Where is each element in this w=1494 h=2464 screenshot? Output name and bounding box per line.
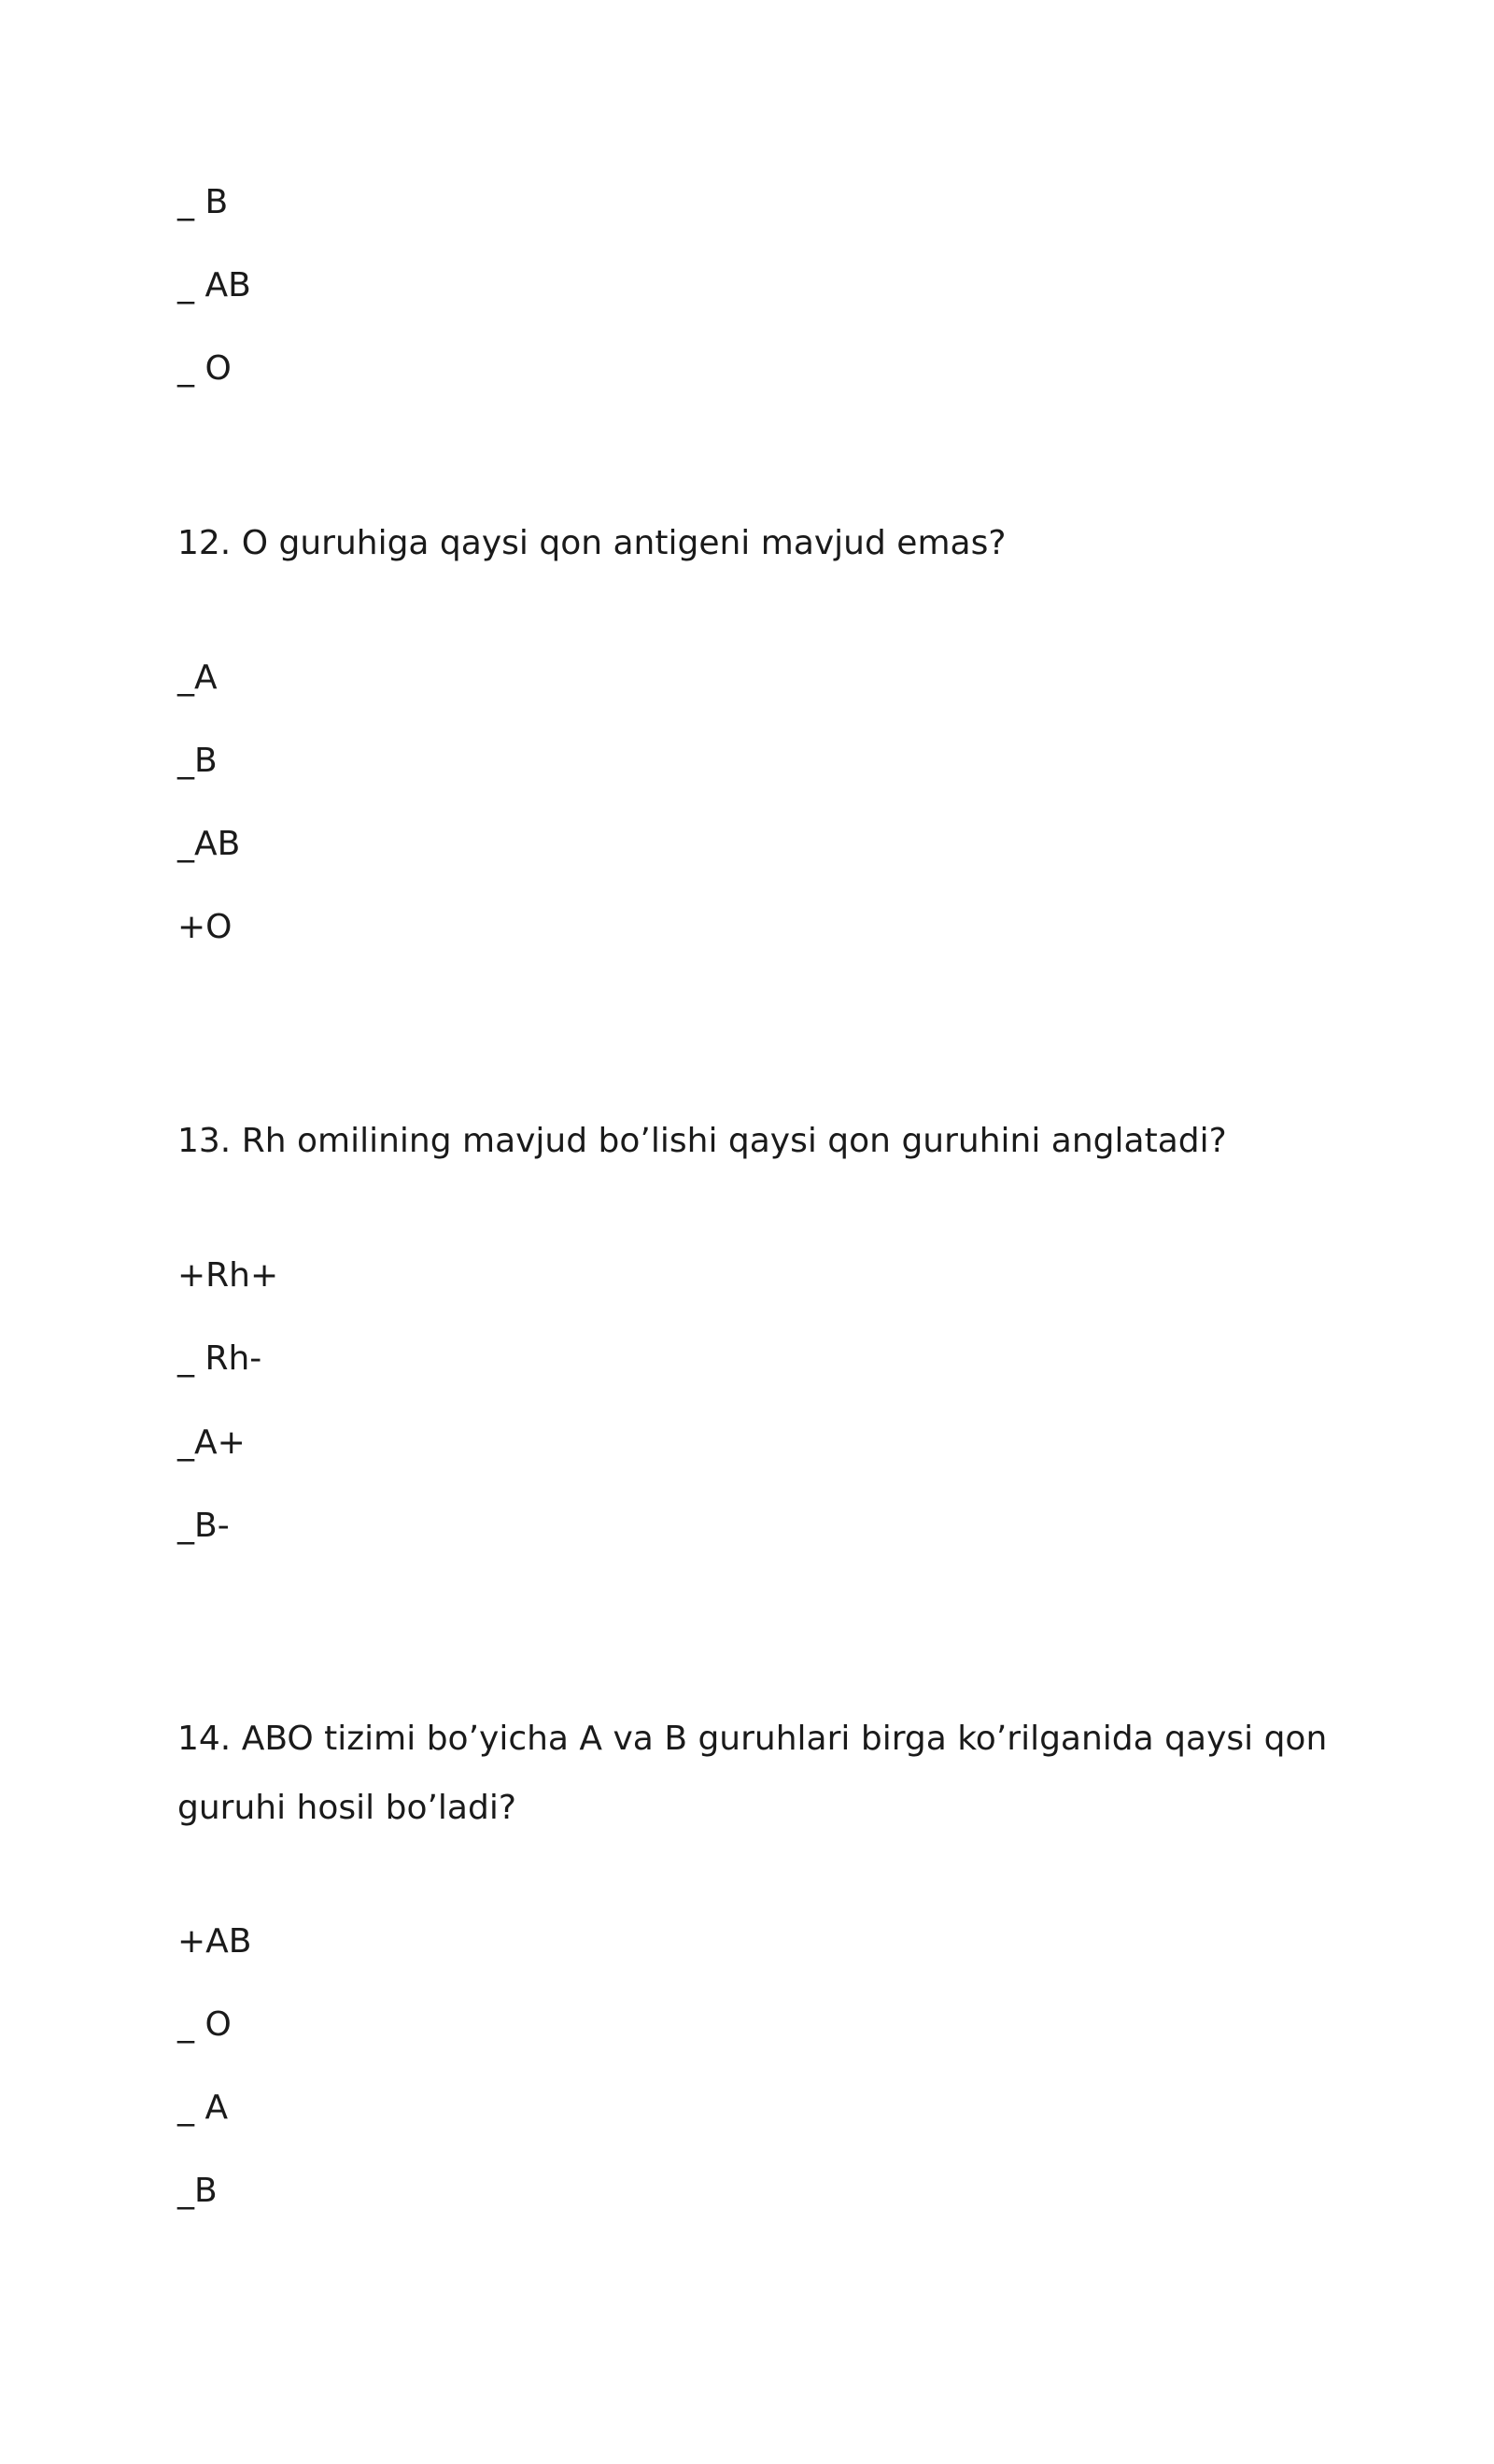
option: _AB <box>177 825 241 863</box>
question-12: 12. O guruhiga qaysi qon antigeni mavjud emas? <box>177 524 1007 562</box>
option: _ AB <box>177 266 251 304</box>
option: _B- <box>177 1507 230 1545</box>
option: +Rh+ <box>177 1256 279 1295</box>
question-13: 13. Rh omilining mavjud bo’lishi qaysi qon guruhini anglatadi? <box>177 1122 1227 1160</box>
option: _ O <box>177 2005 232 2044</box>
question-14: 14. ABO tizimi bo’yicha A va B guruhlari birga ko’rilganida qaysi qon guruhi hosil bo’ladi? <box>177 1720 1328 1827</box>
option: _ B <box>177 183 229 221</box>
option: _B <box>177 2172 218 2210</box>
option: _A+ <box>177 1423 246 1462</box>
option: _ A <box>177 2089 229 2127</box>
option: +O <box>177 908 233 946</box>
option: _ O <box>177 349 232 388</box>
option: _ Rh- <box>177 1339 262 1378</box>
option: +AB <box>177 1922 252 1961</box>
option: _A <box>177 658 218 697</box>
option: _B <box>177 742 218 780</box>
